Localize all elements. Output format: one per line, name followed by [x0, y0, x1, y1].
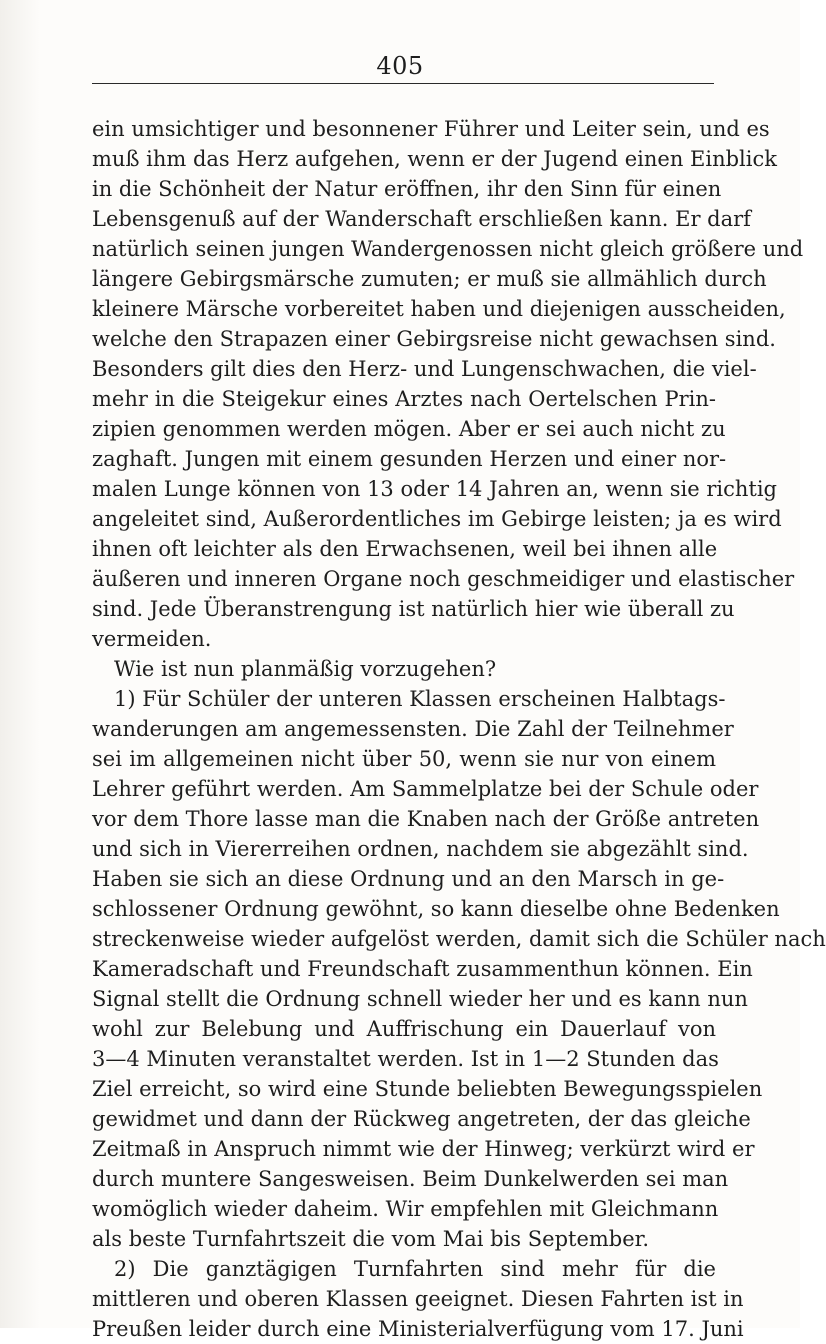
text-line: Kameradschaft und Freundschaft zusammenthun können. Ein: [92, 957, 753, 981]
text-line: sind. Jede Überanstrengung ist natürlich hier wie überall zu: [92, 597, 735, 621]
text-line: Wie ist nun planmäßig vorzugehen?: [114, 657, 497, 681]
text-line: mittleren und oberen Klassen geeignet. Diesen Fahrten ist in: [92, 1287, 744, 1311]
text-line: ihnen oft leichter als den Erwachsenen, weil bei ihnen alle: [92, 537, 718, 561]
text-line: in die Schönheit der Natur eröffnen, ihr den Sinn für einen: [92, 177, 722, 201]
text-line: gewidmet und dann der Rückweg angetreten, der das gleiche: [92, 1107, 751, 1131]
text-line: vermeiden.: [92, 627, 212, 651]
text-line: angeleitet sind, Außerordentliches im Gebirge leisten; ja es wird: [92, 507, 782, 531]
text-line: Zeitmaß in Anspruch nimmt wie der Hinweg; verkürzt wird er: [92, 1137, 755, 1161]
text-line: Ziel erreicht, so wird eine Stunde beliebten Bewegungsspielen: [92, 1077, 763, 1101]
text-line: wohl zur Belebung und Auffrischung ein Dauerlauf von: [92, 1017, 716, 1041]
text-line: zaghaft. Jungen mit einem gesunden Herzen und einer nor-: [92, 447, 727, 471]
text-line: natürlich seinen jungen Wandergenossen nicht gleich größere und: [92, 237, 804, 261]
text-line: schlossener Ordnung gewöhnt, so kann dieselbe ohne Bedenken: [92, 897, 780, 921]
text-line: womöglich wieder daheim. Wir empfehlen mit Gleichmann: [92, 1197, 719, 1221]
text-line: 1) Für Schüler der unteren Klassen erscheinen Halbtags-: [114, 687, 726, 711]
text-line: mehr in die Steigekur eines Arztes nach Oertelschen Prin-: [92, 387, 716, 411]
text-line: kleinere Märsche vorbereitet haben und diejenigen ausscheiden,: [92, 297, 786, 321]
text-line: längere Gebirgsmärsche zumuten; er muß sie allmählich durch: [92, 267, 767, 291]
text-line: zipien genommen werden mögen. Aber er sei auch nicht zu: [92, 417, 726, 441]
text-line: vor dem Thore lasse man die Knaben nach der Größe antreten: [92, 807, 760, 831]
text-line: Preußen leider durch eine Ministerialverfügung vom 17. Juni: [92, 1317, 744, 1341]
text-line: malen Lunge können von 13 oder 14 Jahren an, wenn sie richtig: [92, 477, 777, 501]
header-rule: [92, 83, 714, 84]
page-number: 405: [376, 52, 424, 80]
text-line: Signal stellt die Ordnung schnell wieder her und es kann nun: [92, 987, 748, 1011]
text-line: Haben sie sich an diese Ordnung und an den Marsch in ge-: [92, 867, 725, 891]
text-line: Besonders gilt dies den Herz- und Lungenschwachen, die viel-: [92, 357, 757, 381]
text-line: Lebensgenuß auf der Wanderschaft erschließen kann. Er darf: [92, 207, 751, 231]
page-gutter-shadow: [0, 0, 40, 1328]
body-text: [92, 114, 826, 1344]
text-line: wanderungen am angemessensten. Die Zahl der Teilnehmer: [92, 717, 734, 741]
text-line: als beste Turnfahrtszeit die vom Mai bis September.: [92, 1227, 650, 1251]
text-line: muß ihm das Herz aufgehen, wenn er der Jugend einen Einblick: [92, 147, 777, 171]
text-line: und sich in Viererreihen ordnen, nachdem sie abgezählt sind.: [92, 837, 749, 861]
text-line: streckenweise wieder aufgelöst werden, damit sich die Schüler nach: [92, 927, 826, 951]
text-line: sei im allgemeinen nicht über 50, wenn sie nur von einem: [92, 747, 716, 771]
text-line: ein umsichtiger und besonnener Führer und Leiter sein, und es: [92, 117, 770, 141]
text-line: welche den Strapazen einer Gebirgsreise nicht gewachsen sind.: [92, 327, 776, 351]
text-line: Lehrer geführt werden. Am Sammelplatze bei der Schule oder: [92, 777, 759, 801]
text-line: 2) Die ganztägigen Turnfahrten sind mehr für die: [114, 1257, 716, 1281]
text-line: äußeren und inneren Organe noch geschmeidiger und elastischer: [92, 567, 795, 591]
text-line: durch muntere Sangesweisen. Beim Dunkelwerden sei man: [92, 1167, 729, 1191]
text-line: 3—4 Minuten veranstaltet werden. Ist in 1—2 Stunden das: [92, 1047, 719, 1071]
